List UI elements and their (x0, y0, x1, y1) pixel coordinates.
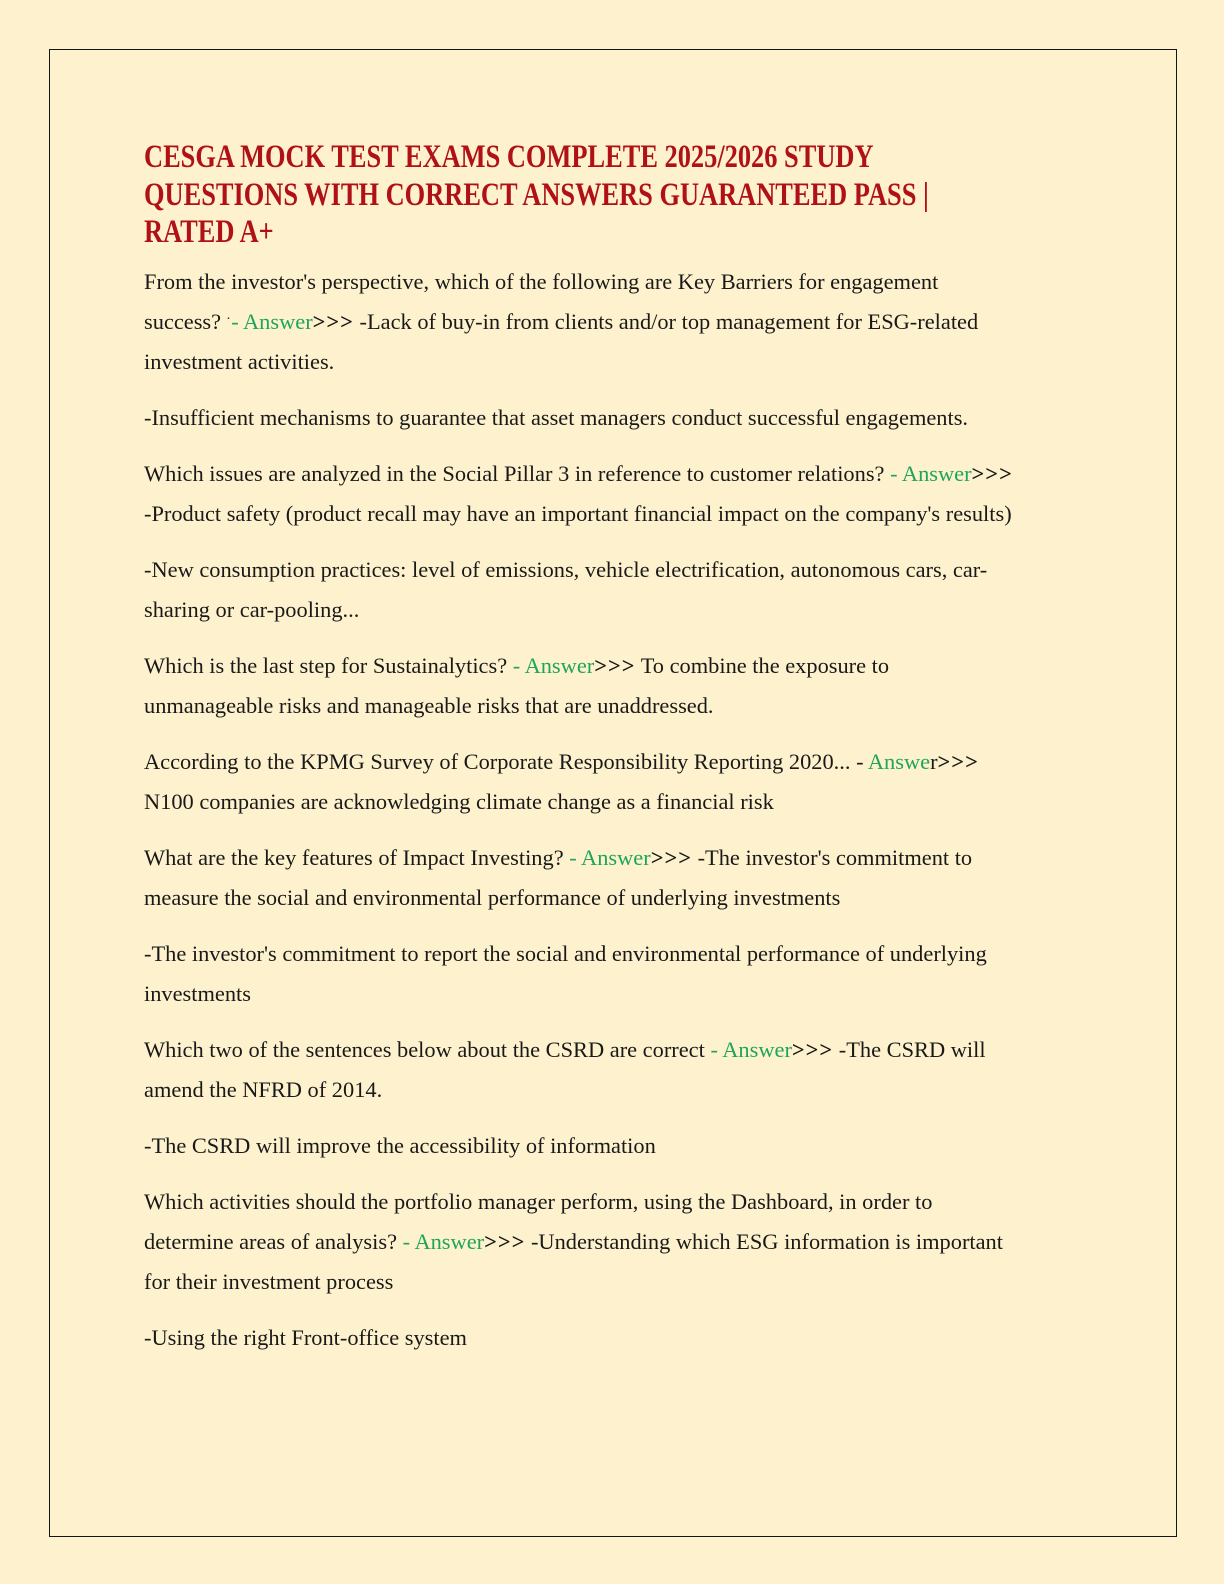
text-line (144, 1030, 1116, 1070)
text-line (144, 1182, 1116, 1222)
paragraph (144, 1126, 1116, 1166)
text-run: -Insufficient mechanisms to guarantee that asset managers conduct successful engagements. (144, 404, 969, 430)
text-run: Which issues are analyzed in the Social Pillar 3 in reference to customer relations? (144, 460, 891, 486)
text-run: amend the NFRD of 2014. (144, 1076, 383, 1102)
text-run: -New consumption practices: level of emissions, vehicle electrification, autonomous cars, car- (144, 556, 988, 582)
text-run: -The investor's commitment to report the social and environmental performance of underlying (144, 940, 987, 966)
answer-arrows: >>> (484, 1228, 526, 1254)
paragraph (144, 262, 1116, 382)
text-line (144, 1222, 1116, 1262)
text-line (144, 262, 1116, 302)
text-run: -Lack of buy-in from clients and/or top management for ESG-related (353, 308, 979, 334)
answer-arrows: >>> (650, 844, 692, 870)
text-line (144, 974, 1116, 1014)
paragraph (144, 646, 1116, 726)
text-run: for their investment process (144, 1268, 394, 1294)
text-run: success? (144, 308, 227, 334)
text-run: determine areas of analysis? (144, 1228, 403, 1254)
page-border-frame (49, 49, 1177, 1537)
answer-arrows: >>> (594, 652, 636, 678)
paragraph (144, 454, 1116, 534)
answer-label: Answe (867, 748, 931, 774)
text-run: -The CSRD will (833, 1036, 986, 1062)
title-line: CESGA MOCK TEST EXAMS COMPLETE 2025/2026 STUDY (144, 139, 874, 175)
answer-label: - Answer (512, 652, 595, 678)
text-run: unmanageable risks and manageable risks that are unaddressed. (144, 692, 714, 718)
text-line (144, 590, 1116, 630)
text-line (144, 550, 1116, 590)
text-run: What are the key features of Impact Investing? (144, 844, 570, 870)
text-line (144, 454, 1116, 494)
text-run: -Understanding which ESG information is important (525, 1228, 1003, 1254)
answer-label: - Answer (231, 308, 313, 334)
text-line (144, 878, 1116, 918)
text-run: -Using the right Front-office system (144, 1324, 467, 1350)
text-run: Which is the last step for Sustainalytics? (144, 652, 513, 678)
text-run: N100 companies are acknowledging climate change as a financial risk (144, 788, 774, 814)
title-line: QUESTIONS WITH CORRECT ANSWERS GUARANTEED PASS | (144, 176, 929, 213)
text-run: According to the KPMG Survey of Corporate Responsibility Reporting 2020... - (144, 748, 868, 774)
answer-arrows: >>> (971, 460, 1013, 486)
text-line (144, 302, 1116, 342)
answer-arrows: >>> (937, 748, 979, 774)
text-run: -The CSRD will improve the accessibility of information (144, 1132, 656, 1158)
text-run: From the investor's perspective, which of the following are Key Barriers for engagement (144, 268, 939, 294)
text-line (144, 1126, 1116, 1166)
text-run: investments (144, 980, 251, 1006)
paragraph (144, 838, 1116, 918)
paragraph (144, 550, 1116, 630)
title-line: RATED A+ (144, 214, 274, 250)
paragraph (144, 742, 1116, 822)
paragraph (144, 398, 1116, 438)
text-line (144, 686, 1116, 726)
text-line (144, 494, 1116, 534)
paragraph (144, 1182, 1116, 1302)
text-line (144, 398, 1116, 438)
text-line (144, 1070, 1116, 1110)
text-run: -The investor's commitment to (691, 844, 973, 870)
text-line (144, 742, 1116, 782)
text-line (144, 934, 1116, 974)
text-run: To combine the exposure to (635, 652, 890, 678)
document-body (144, 262, 1116, 1358)
text-line (144, 342, 1116, 382)
answer-label: - Answer (569, 844, 651, 870)
text-line (144, 1262, 1116, 1302)
text-run: r (930, 748, 938, 774)
text-run: -Product safety (product recall may have an important financial impact on the company's results) (144, 500, 1012, 526)
text-run: Which two of the sentences below about the CSRD are correct (144, 1036, 711, 1062)
text-line (144, 646, 1116, 686)
text-run: Which activities should the portfolio manager perform, using the Dashboard, in order to (144, 1188, 933, 1214)
text-run: measure the social and environmental performance of underlying investments (144, 884, 841, 910)
answer-label: - Answer (710, 1036, 792, 1062)
text-line (144, 782, 1116, 822)
paragraph (144, 934, 1116, 1014)
answer-label: - Answer (890, 460, 972, 486)
text-run: sharing or car-pooling... (144, 596, 360, 622)
paragraph (144, 1030, 1116, 1110)
document-title (144, 139, 1116, 252)
answer-arrows: >>> (791, 1036, 834, 1062)
stray-mark: . (226, 307, 231, 323)
answer-label: - Answer (402, 1228, 485, 1254)
answer-arrows: >>> (312, 308, 354, 334)
paragraph (144, 1318, 1116, 1358)
text-line (144, 838, 1116, 878)
text-line (144, 1318, 1116, 1358)
text-run: investment activities. (144, 348, 335, 374)
